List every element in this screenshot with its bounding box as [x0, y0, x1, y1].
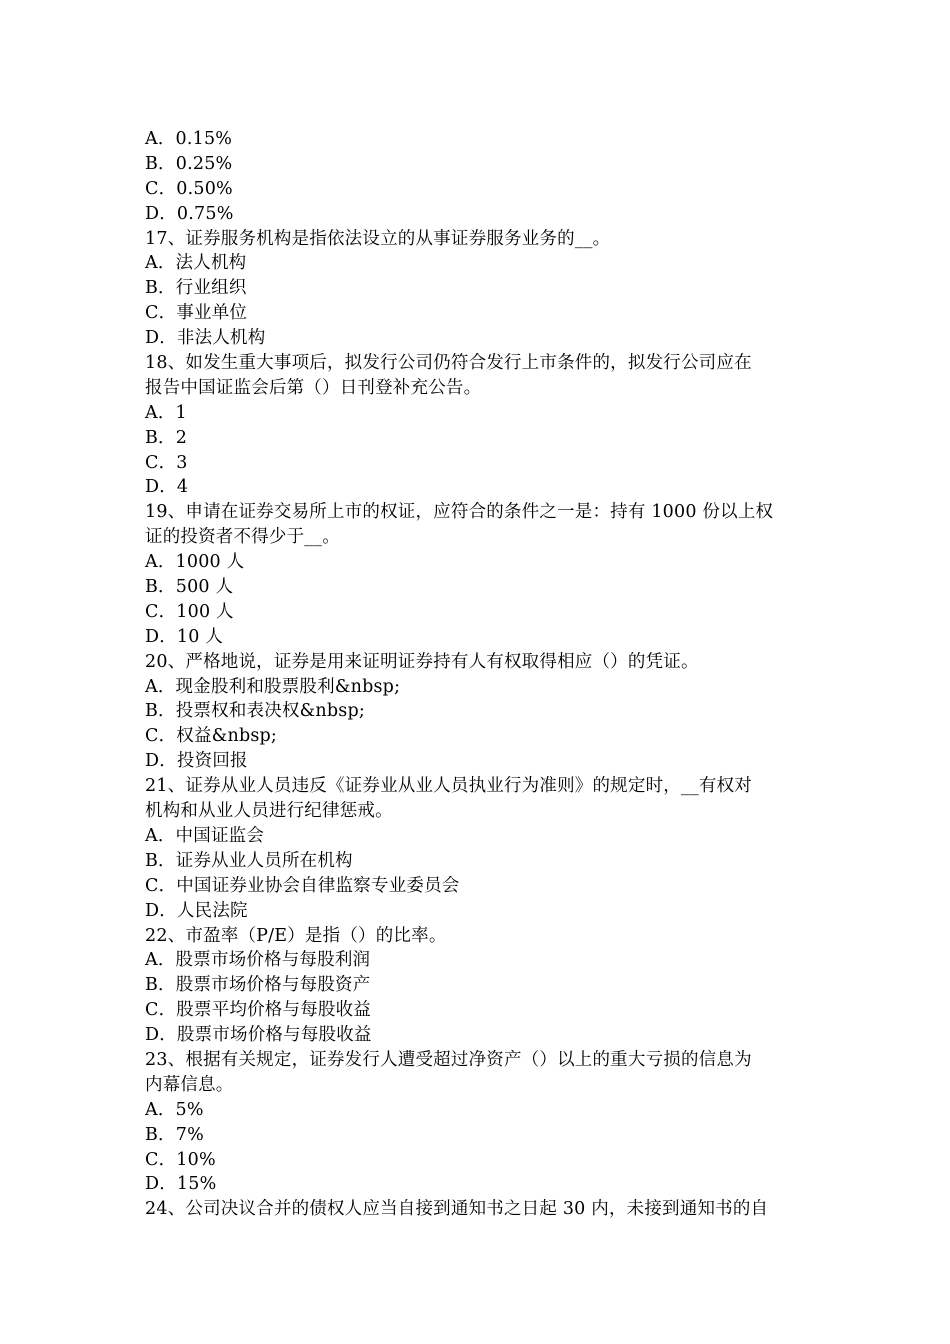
option-b-line: B．0.25% [145, 153, 233, 174]
question-19-continued: 证的投资者不得少于__。 [145, 527, 340, 548]
option-c-line: C．事业单位 [145, 303, 248, 324]
option-b-line: B．股票市场价格与每股资产 [145, 975, 371, 996]
question-17: 17、证券服务机构是指依法设立的从事证券服务业务的__。 [145, 228, 611, 249]
question-23: 23、根据有关规定，证券发行人遭受超过净资产（）以上的重大亏损的信息为 [145, 1049, 752, 1070]
option-a-line: A．股票市场价格与每股利润 [145, 950, 371, 971]
option-d-line: D．股票市场价格与每股收益 [145, 1025, 372, 1046]
question-22: 22、市盈率（P/E）是指（）的比率。 [145, 925, 447, 946]
question-23-continued: 内幕信息。 [145, 1074, 234, 1095]
option-b-line: B．证券从业人员所在机构 [145, 850, 353, 871]
option-c-line: C．权益&nbsp; [145, 726, 278, 747]
option-b-line: B．7% [145, 1124, 204, 1145]
option-a-line: A．现金股利和股票股利&nbsp; [145, 676, 401, 697]
option-a-line: A．1000 人 [145, 552, 245, 573]
question-18-continued: 报告中国证监会后第（）日刊登补充公告。 [145, 377, 482, 398]
option-d-line: D．人民法院 [145, 900, 248, 921]
option-d-line: D．15% [145, 1174, 217, 1195]
option-a-line: A．0.15% [145, 129, 233, 149]
option-d-line: D．投资回报 [145, 751, 248, 772]
question-19: 19、申请在证券交易所上市的权证，应符合的条件之一是：持有 1000 份以上权 [145, 502, 774, 523]
option-d-line: D．非法人机构 [145, 328, 266, 349]
option-d-line: D．4 [145, 477, 189, 498]
document-body [145, 127, 810, 1222]
option-d-line: D．10 人 [145, 626, 224, 647]
question-21-continued: 机构和从业人员进行纪律惩戒。 [145, 801, 393, 822]
option-c-line: C．100 人 [145, 601, 234, 622]
option-b-line: B．行业组织 [145, 278, 247, 299]
question-21: 21、证券从业人员违反《证券业从业人员执业行为准则》的规定时，__有权对 [145, 776, 752, 797]
option-b-line: B．投票权和表决权&nbsp; [145, 701, 365, 722]
option-d-line: D．0.75% [145, 203, 234, 224]
question-24: 24、公司决议合并的债权人应当自接到通知书之日起 30 内，未接到通知书的自 [145, 1199, 769, 1220]
option-b-line: B．500 人 [145, 577, 234, 598]
question-20: 20、严格地说，证券是用来证明证券持有人有权取得相应（）的凭证。 [145, 651, 699, 672]
question-18: 18、如发生重大事项后，拟发行公司仍符合发行上市条件的，拟发行公司应在 [145, 353, 752, 374]
option-a-line: A．1 [145, 402, 187, 423]
option-c-line: C．中国证券业协会自律监察专业委员会 [145, 875, 460, 896]
option-b-line: B．2 [145, 427, 188, 448]
option-c-line: C．10% [145, 1149, 216, 1170]
option-c-line: C．0.50% [145, 178, 233, 199]
option-a-line: A．法人机构 [145, 253, 247, 274]
option-c-line: C．股票平均价格与每股收益 [145, 1000, 371, 1021]
option-a-line: A．5% [145, 1099, 204, 1120]
option-c-line: C．3 [145, 452, 188, 473]
option-a-line: A．中国证监会 [145, 825, 265, 846]
